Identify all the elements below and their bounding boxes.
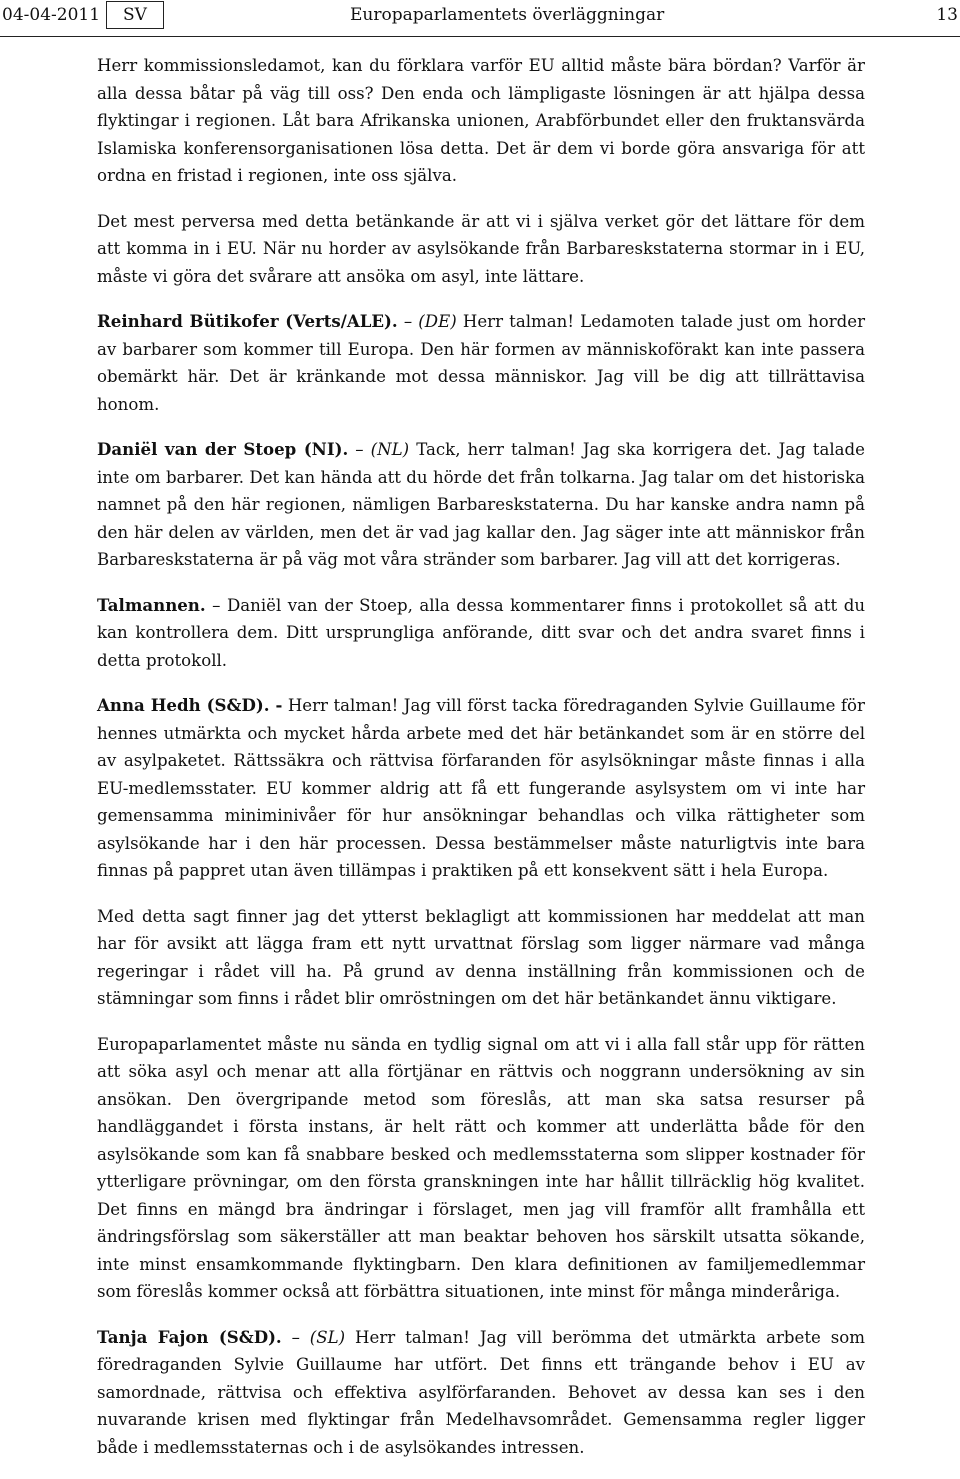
speech-paragraph (97, 1324, 865, 1462)
speech-paragraph (97, 692, 865, 885)
paragraph-text: Herr talman! Jag vill berömma det utmärkta arbete som föredraganden Sylvie Guillaume har utfört. Det finns ett trängande behov i EU av samordnade, rättvisa och effektiva asylförfaranden. Behovet av dessa kan ses i den nuvarande krisen med flyktingar från Medelhavsområdet. Gemensamma regler ligger både i medlemsstaternas och i de asylsökandes intressen. (97, 1327, 865, 1457)
page-header (0, 0, 960, 37)
paragraph-text: Herr kommissionsledamot, kan du förklara varför EU alltid måste bära bördan? Varför är alla dessa båtar på väg till oss? Den enda och lämpligaste lösningen är att hjälpa dessa flyktingar i regionen. Låt bara Afrikanska unionen, Arabförbundet eller den fruktansvärda Islamiska konferensorganisationen lösa detta. Det är dem vi borde göra ansvariga för att ordna en fristad i regionen, inte oss själva. (97, 56, 865, 185)
header-date: 04-04-2011 (2, 5, 101, 25)
paragraph-text: Herr talman! Jag vill först tacka föredraganden Sylvie Guillaume för hennes utmärkta och mycket hårda arbete med det här betänkandet som är en större del av asylpaketet. Rättssäkra och rättvisa förfaranden för asylsökningar måste finnas i alla EU-medlemsstater. EU kommer aldrig att få ett fungerande asylsystem om vi inte har gemensamma miniminivåer för hur ansökningar behandlas och vilka rättigheter som asylsökande har i den här processen. Dessa bestämmelser måste naturligtvis inte bara finnas på pappret utan även tillämpas i praktiken på ett konsekvent sätt i hela Europa. (97, 696, 865, 880)
header-title: Europaparlamentets överläggningar (350, 5, 665, 25)
paragraph-text: Herr talman! Ledamoten talade just om horder av barbarer som kommer till Europa. Den här formen av människoförakt kan inte passera obemärkt här. Det är kränkande mot dessa människor. Jag vill be dig att tillrättavisa honom. (97, 312, 866, 414)
speech-paragraph (97, 436, 865, 574)
speech-paragraph (97, 308, 865, 418)
paragraph-text: Det mest perversa med detta betänkande är att vi i själva verket gör det lättare för dem att komma in i EU. När nu horder av asylsökande från Barbareskstaterna stormar in i EU, måste vi göra det svårare att ansöka om asyl, inte lättare. (97, 211, 865, 286)
paragraph-text: Europaparlamentet måste nu sända en tydlig signal om att vi i alla fall står upp för rätten att söka asyl och menar att alla förtjänar en rättvis och noggrann undersökning av sin ansökan. Den övergripande metod som föreslås, att man ska satsa resurser på handläggandet i första instans, är helt rätt och kommer att underlätta både för den asylsökande som kan få snabbare besked och medlemsstaterna som slipper kostnader för ytterligare prövningar, om den första granskningen inte har hållit tillräcklig hög kvalitet. Det finns en mängd bra ändringar i förslaget, men jag vill framför allt framhålla ett ändringsförslag som säkerställer att man beaktar behoven hos särskilt utsatta sökande, inte minst ensamkommande flyktingbarn. Den klara definitionen av familjemedlemmar som föreslås kommer också att förbättra situationen, inte minst för många minderåriga. (97, 1034, 865, 1301)
speaker-name: Anna Hedh (S&D). - (97, 695, 283, 715)
paragraph-text: – Daniël van der Stoep, alla dessa kommentarer finns i protokollet så att du kan kontrollera dem. Ditt ursprungliga anförande, ditt svar och det andra svaret finns i detta protokoll. (97, 595, 866, 670)
speech-paragraph (97, 592, 865, 675)
speaker-name: Reinhard Bütikofer (Verts/ALE). (97, 311, 398, 331)
paragraph (97, 1031, 865, 1306)
page-number: 13 (936, 5, 958, 25)
speaker-name: Tanja Fajon (S&D). (97, 1326, 282, 1347)
speaker-name: Daniël van der Stoep (NI). (97, 439, 349, 459)
language-marker: – (DE) (403, 312, 457, 331)
paragraph-text: Tack, herr talman! Jag ska korrigera det. Jag talade inte om barbarer. Det kan hända att du hörde det från tolkarna. Jag talar om det historiska namnet på den här regionen, nämligen Barbareskstaterna. Du har kanske andra namn på den här delen av världen, men det är vad jag kallar den. Jag säger inte att människor från Barbareskstaterna är på väg mot våra stränder som barbarer. Jag vill att det korrigeras. (97, 440, 866, 569)
paragraph (97, 52, 865, 190)
paragraph-text: Med detta sagt finner jag det ytterst beklagligt att kommissionen har meddelat att man har för avsikt att lägga fram ett nytt urvattnat förslag som ligger närmare vad många regeringar i rådet vill ha. På grund av denna inställning från kommissionen och de stämningar som finns i rådet blir omröstningen om det här betänkandet ännu viktigare. (97, 906, 865, 1008)
paragraph (97, 903, 865, 1013)
language-marker: – (SL) (291, 1327, 346, 1347)
language-marker: – (NL) (355, 440, 410, 459)
language-code-box: SV (106, 1, 164, 29)
paragraph (97, 208, 865, 291)
document-body (97, 52, 865, 1479)
speaker-name: Talmannen. (97, 594, 206, 615)
